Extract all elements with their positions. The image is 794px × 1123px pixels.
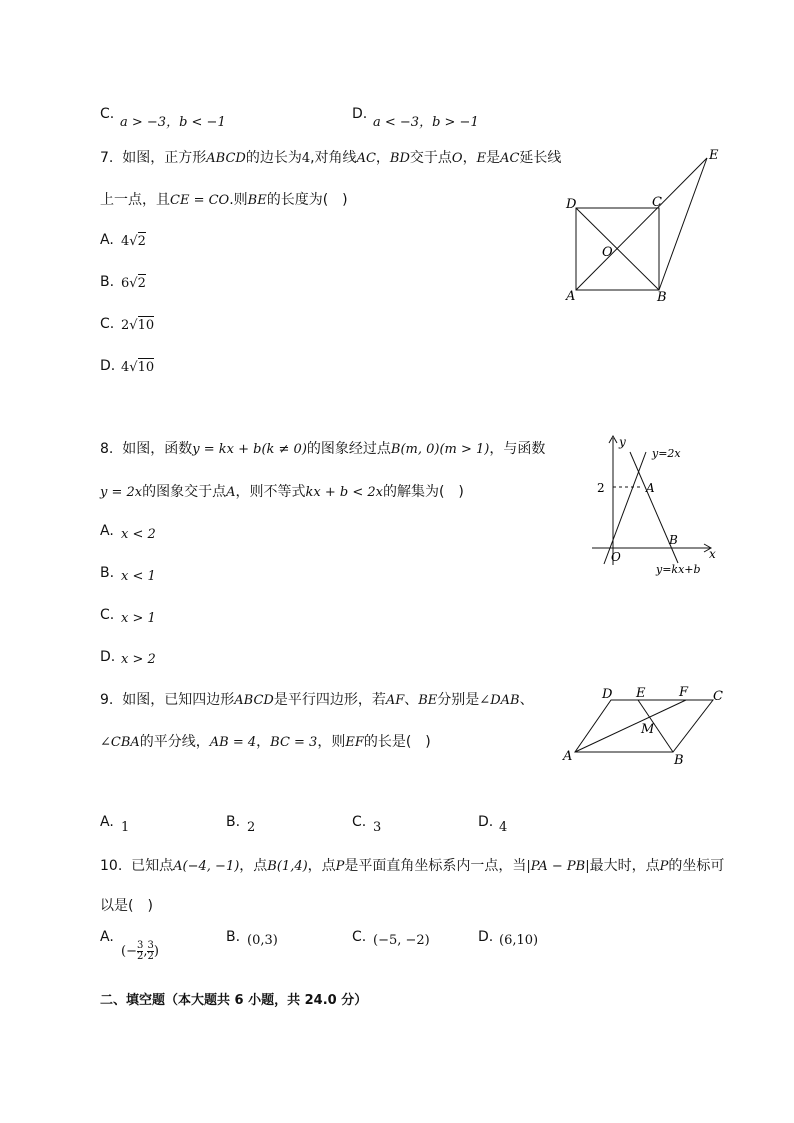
q8-option-c-label: C. bbox=[100, 607, 115, 623]
q7-text: 延长线 bbox=[519, 150, 562, 166]
q9-text: ， bbox=[256, 734, 271, 750]
label-a: A bbox=[566, 289, 576, 304]
q6-option-d-text: a < −3，b > −1 bbox=[373, 115, 479, 130]
q9-text: 的长是( ) bbox=[363, 734, 431, 750]
label-f: F bbox=[679, 685, 689, 700]
q7-math: BD bbox=[389, 151, 410, 166]
q7-text: ， bbox=[462, 150, 477, 166]
q8-text: 如图，函数 bbox=[122, 441, 193, 457]
q10-option-d-label: D. bbox=[478, 929, 494, 945]
q7-text: 是 bbox=[486, 150, 501, 166]
label-e: E bbox=[636, 686, 646, 701]
label-c: C bbox=[713, 689, 723, 704]
q10-option-a-label: A. bbox=[100, 929, 114, 945]
diagonal-ae bbox=[576, 158, 707, 290]
q7-math: ABCD bbox=[206, 151, 246, 166]
q10-text: ，点 bbox=[239, 858, 268, 874]
q10-option-b-label: B. bbox=[226, 929, 241, 945]
q9-text: 的平分线， bbox=[139, 734, 210, 750]
q9-math: AB = 4 bbox=[209, 735, 257, 750]
q10-text: 已知点 bbox=[131, 858, 174, 874]
q8-option-a-value: x < 2 bbox=[121, 527, 156, 542]
q10-math: P bbox=[659, 859, 669, 874]
q7-option-d-value: 4√10 bbox=[121, 360, 155, 375]
q10-stem-line2: 以是( ) bbox=[100, 898, 153, 914]
q9-stem-line2 bbox=[100, 731, 431, 751]
q9-option-a-label: A. bbox=[100, 814, 114, 830]
label-d: D bbox=[566, 197, 577, 212]
q9-text: 是平行四边形，若 bbox=[273, 692, 386, 708]
q7-math: O bbox=[451, 151, 463, 166]
q9-text: 、 bbox=[404, 692, 419, 708]
q7-text: 的长度为( ) bbox=[266, 192, 348, 208]
q8-stem-line1 bbox=[100, 438, 545, 458]
q10-stem-line1 bbox=[100, 855, 724, 875]
q8-text: 的图象交于点 bbox=[142, 484, 227, 500]
q10-option-d-value: (6,10) bbox=[499, 933, 539, 948]
q7-option-c-value: 2√10 bbox=[121, 318, 155, 333]
q7-text: 交于点 bbox=[409, 150, 452, 166]
q10-option-c-label: C. bbox=[352, 929, 367, 945]
q7-option-a-value: 4√2 bbox=[121, 234, 146, 249]
q6-option-c-label: C. bbox=[100, 106, 115, 122]
q10-text: ，点 bbox=[307, 858, 336, 874]
q9-math: EF bbox=[345, 735, 364, 750]
q9-option-b-label: B. bbox=[226, 814, 241, 830]
q10-math: |PA − PB| bbox=[526, 859, 590, 874]
q10-option-b-value: (0,3) bbox=[247, 933, 278, 948]
q8-math: B(m, 0)(m > 1) bbox=[390, 442, 490, 457]
q8-math: y = kx + b(k ≠ 0) bbox=[192, 442, 307, 457]
q9-math: ∠DAB bbox=[479, 693, 520, 708]
q9-option-d-label: D. bbox=[478, 814, 494, 830]
label-o: O bbox=[611, 550, 621, 564]
q8-option-d-value: x > 2 bbox=[121, 652, 156, 667]
q9-text: 、 bbox=[519, 692, 534, 708]
q8-math: y = 2x bbox=[100, 485, 143, 500]
q7-text: ,对角线 bbox=[310, 150, 357, 166]
q7-text: ， bbox=[375, 150, 390, 166]
q8-graph-figure bbox=[588, 430, 728, 580]
q7-text: 的边长为 bbox=[245, 150, 302, 166]
q9-math: ABCD bbox=[234, 693, 274, 708]
q9-math: ∠CBA bbox=[100, 735, 140, 750]
q9-math: BE bbox=[418, 693, 438, 708]
q8-text: 的图象经过点 bbox=[306, 441, 391, 457]
q7-stem-line2 bbox=[100, 189, 348, 209]
q8-number: 8. bbox=[100, 441, 114, 457]
q7-stem-line1 bbox=[100, 147, 561, 167]
label-o: O bbox=[602, 245, 613, 260]
q8-option-a-label: A. bbox=[100, 523, 114, 539]
q10-text: 的坐标可 bbox=[668, 858, 725, 874]
q9-option-c-value: 3 bbox=[373, 820, 382, 835]
label-a: A bbox=[646, 481, 655, 495]
label-y2x: y=2x bbox=[652, 447, 681, 460]
q7-math: AC bbox=[500, 151, 520, 166]
q8-text: 的解集为( ) bbox=[382, 484, 464, 500]
q9-option-b-value: 2 bbox=[247, 820, 256, 835]
q7-math: CE = CO bbox=[170, 193, 230, 208]
q9-text: 如图，已知四边形 bbox=[122, 692, 235, 708]
q9-math: BC = 3 bbox=[270, 735, 318, 750]
segment-af bbox=[575, 700, 686, 752]
q7-option-b-value: 6√2 bbox=[121, 276, 146, 291]
q8-math: kx + b < 2x bbox=[305, 485, 383, 500]
label-ykxb: y=kx+b bbox=[656, 563, 701, 576]
label-b: B bbox=[669, 533, 678, 547]
label-y: y bbox=[619, 435, 626, 449]
q9-number: 9. bbox=[100, 692, 114, 708]
label-b: B bbox=[674, 753, 684, 768]
q8-option-b-value: x < 1 bbox=[121, 569, 156, 584]
q9-option-d-value: 4 bbox=[499, 820, 508, 835]
q7-math: 4 bbox=[301, 151, 311, 166]
line-y-2x bbox=[604, 452, 646, 564]
q10-math: A(−4, −1) bbox=[173, 859, 240, 874]
q7-option-b-label: B. bbox=[100, 274, 115, 290]
q7-math: E bbox=[476, 151, 487, 166]
label-c: C bbox=[652, 195, 662, 210]
label-x: x bbox=[709, 547, 716, 561]
q7-math: BE bbox=[247, 193, 267, 208]
q8-stem-line2 bbox=[100, 481, 464, 501]
q10-number: 10. bbox=[100, 858, 123, 874]
q7-option-a-label: A. bbox=[100, 232, 114, 248]
q9-parallelogram-figure bbox=[558, 682, 728, 772]
q9-option-c-label: C. bbox=[352, 814, 367, 830]
q7-square-figure bbox=[560, 140, 730, 310]
q8-option-d-label: D. bbox=[100, 649, 116, 665]
q9-math: AF bbox=[385, 693, 405, 708]
q10-option-a-value: (− $\frac{3}{2}$ , $\frac{3}{2}$ ) bbox=[121, 940, 159, 962]
q10-option-c-value: (−5, −2) bbox=[373, 933, 430, 948]
q8-text: ，与函数 bbox=[489, 441, 546, 457]
q7-text: 如图，正方形 bbox=[122, 150, 207, 166]
q10-math: P bbox=[335, 859, 345, 874]
q8-option-b-label: B. bbox=[100, 565, 115, 581]
label-b: B bbox=[657, 290, 667, 305]
q7-option-c-label: C. bbox=[100, 316, 115, 332]
q8-option-c-value: x > 1 bbox=[121, 611, 156, 626]
q7-math: AC bbox=[356, 151, 376, 166]
q6-option-c-text: a > −3，b < −1 bbox=[120, 115, 226, 130]
label-2: 2 bbox=[597, 481, 605, 495]
q8-math: A bbox=[226, 485, 236, 500]
q7-option-d-label: D. bbox=[100, 358, 116, 374]
segment-be bbox=[659, 158, 707, 290]
q9-stem-line1 bbox=[100, 689, 534, 709]
section-2-heading: 二、填空题（本大题共 6 小题，共 24.0 分） bbox=[100, 993, 368, 1008]
q6-option-d-label: D. bbox=[352, 106, 368, 122]
q10-text: 最大时，点 bbox=[589, 858, 660, 874]
q8-text: ，则不等式 bbox=[235, 484, 306, 500]
q7-text: 上一点，且 bbox=[100, 192, 170, 208]
label-e: E bbox=[709, 148, 719, 163]
q9-text: 分别是 bbox=[437, 692, 480, 708]
label-d: D bbox=[602, 687, 613, 702]
q10-text: 是平面直角坐标系内一点，当 bbox=[344, 858, 527, 874]
q10-math: B(1,4) bbox=[267, 859, 308, 874]
q7-number: 7. bbox=[100, 150, 114, 166]
q9-text: ，则 bbox=[317, 734, 346, 750]
q7-text: .则 bbox=[229, 192, 248, 208]
label-m: M bbox=[641, 722, 655, 737]
label-a: A bbox=[563, 749, 573, 764]
q9-option-a-value: 1 bbox=[121, 820, 130, 835]
